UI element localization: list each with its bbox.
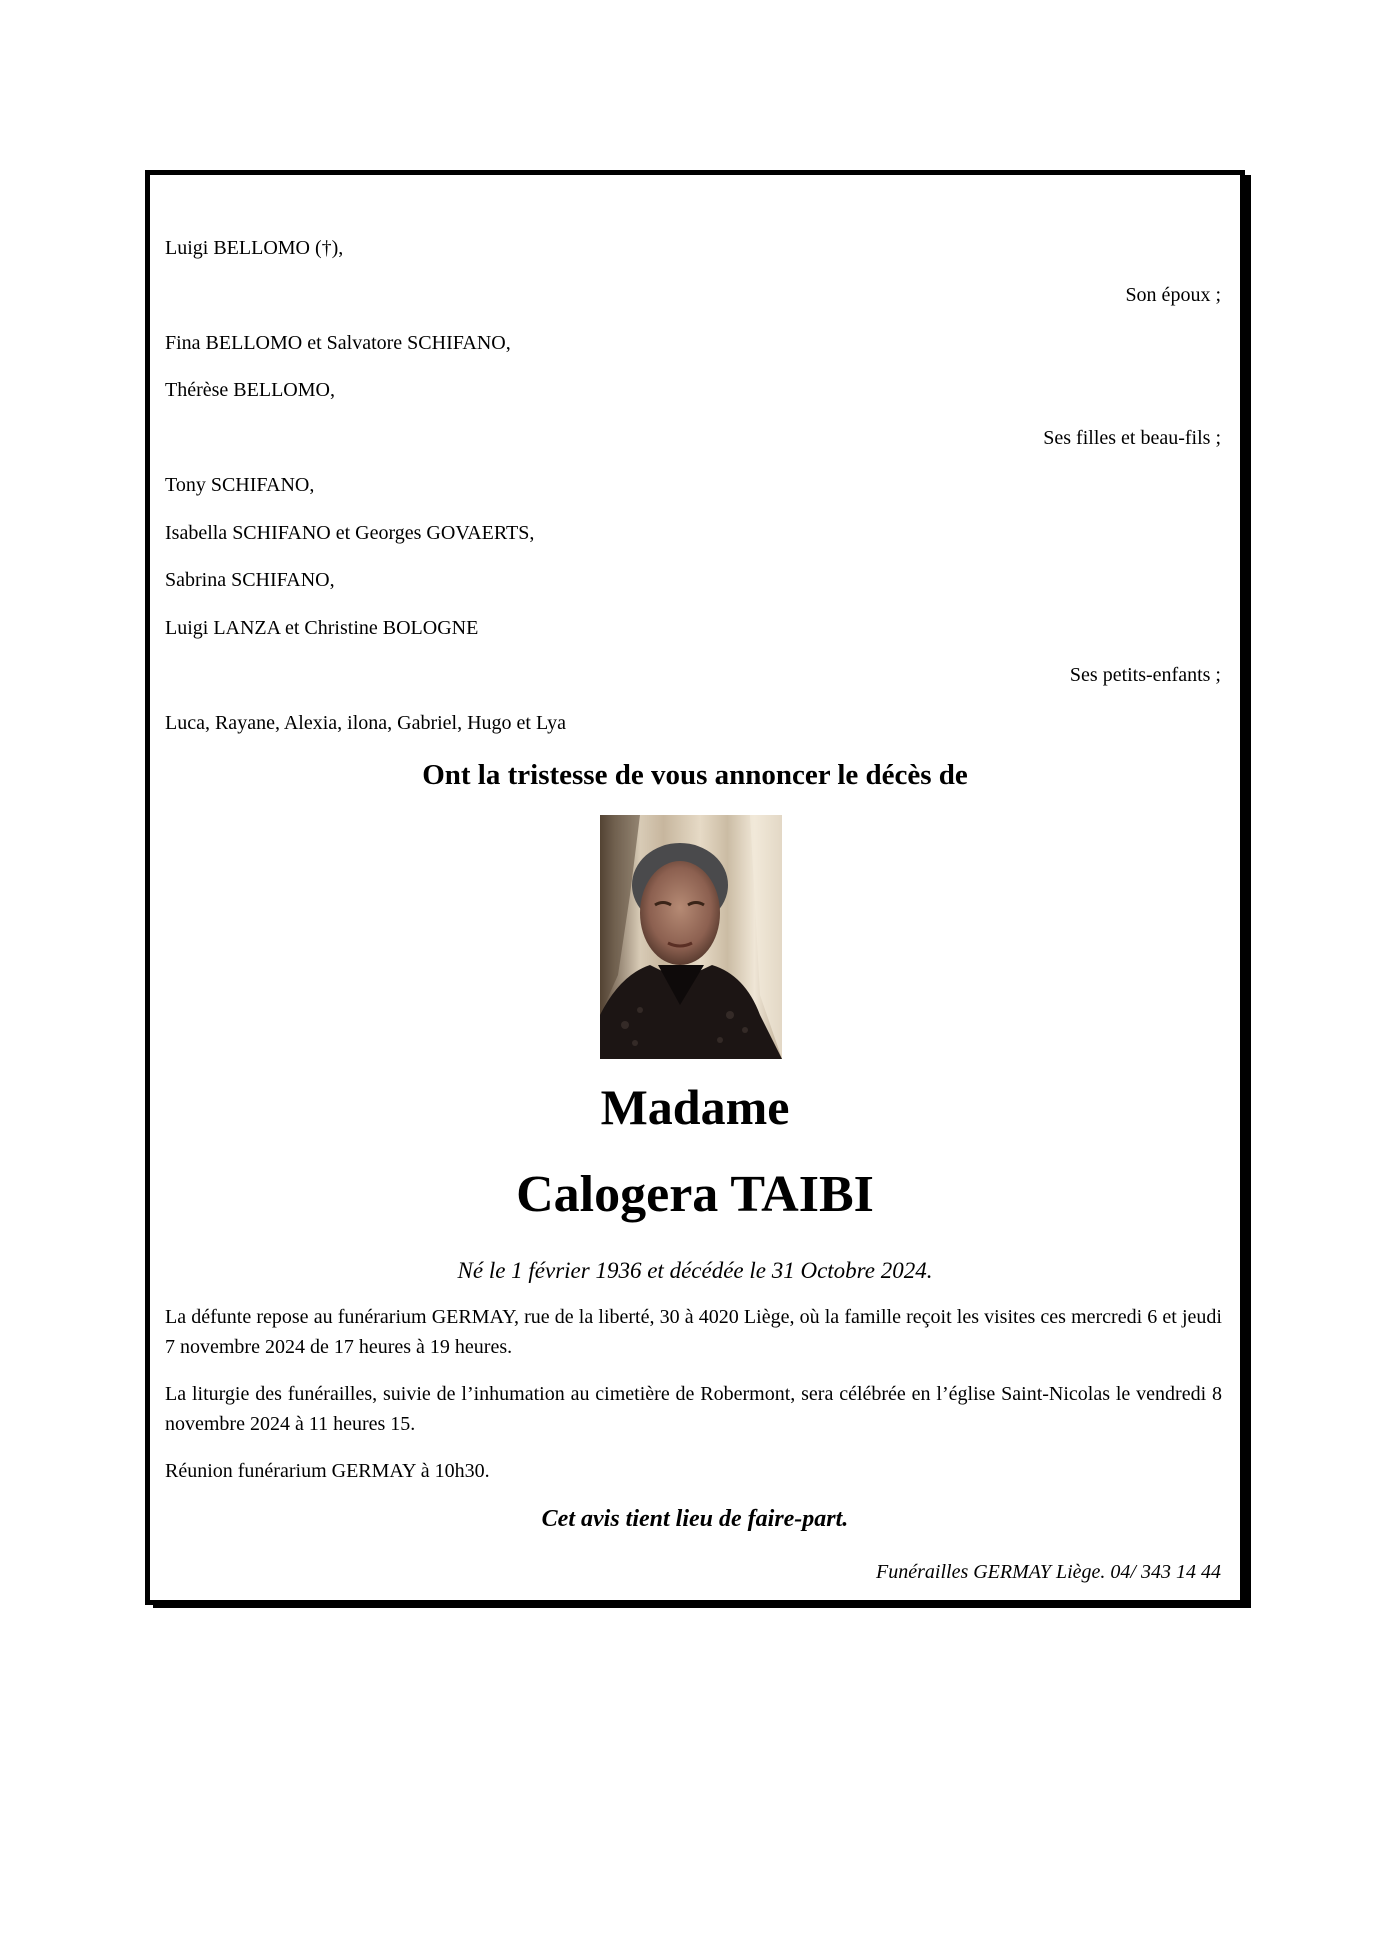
life-dates: Né le 1 février 1936 et décédée le 31 Octobre 2024. [457, 1258, 933, 1283]
grandchild-3: Sabrina SCHIFANO, [165, 569, 335, 591]
grandchild-1: Tony SCHIFANO, [165, 474, 315, 496]
great-grandchildren: Luca, Rayane, Alexia, ilona, Gabriel, Hugo et Lya [165, 712, 566, 734]
daughter-2: Thérèse BELLOMO, [165, 379, 335, 401]
funeral-home-footer: Funérailles GERMAY Liège. 04/ 343 14 44 [876, 1561, 1221, 1583]
visitation-info: La défunte repose au funérarium GERMAY, rue de la liberté, 30 à 4020 Liège, où la famille reçoit les visites ces mercredi 6 et jeudi 7 novembre 2024 de 17 heures à 19 heures. [165, 1306, 1222, 1358]
deceased-title: Madame [600, 1079, 790, 1135]
daughters-role: Ses filles et beau-fils ; [1043, 427, 1221, 449]
deceased-name: Calogera TAIBI [516, 1166, 874, 1223]
closing-note: Cet avis tient lieu de faire-part. [541, 1506, 849, 1532]
meeting-info: Réunion funérarium GERMAY à 10h30. [165, 1460, 490, 1482]
spouse-name: Luigi BELLOMO (†), [165, 237, 344, 259]
announcement: Ont la tristesse de vous annoncer le décès de [422, 759, 968, 791]
spouse-role: Son époux ; [1125, 284, 1221, 306]
grandchild-4: Luigi LANZA et Christine BOLOGNE [165, 617, 479, 639]
grandchildren-role: Ses petits-enfants ; [1069, 664, 1221, 686]
daughter-1: Fina BELLOMO et Salvatore SCHIFANO, [165, 332, 511, 354]
grandchild-2: Isabella SCHIFANO et Georges GOVAERTS, [165, 522, 535, 544]
portrait-photo [600, 815, 782, 1059]
funeral-info: La liturgie des funérailles, suivie de l’inhumation au cimetière de Robermont, sera célébrée en l’église Saint-Nicolas le vendredi 8 novembre 2024 à 11 heures 15. [165, 1383, 1222, 1435]
